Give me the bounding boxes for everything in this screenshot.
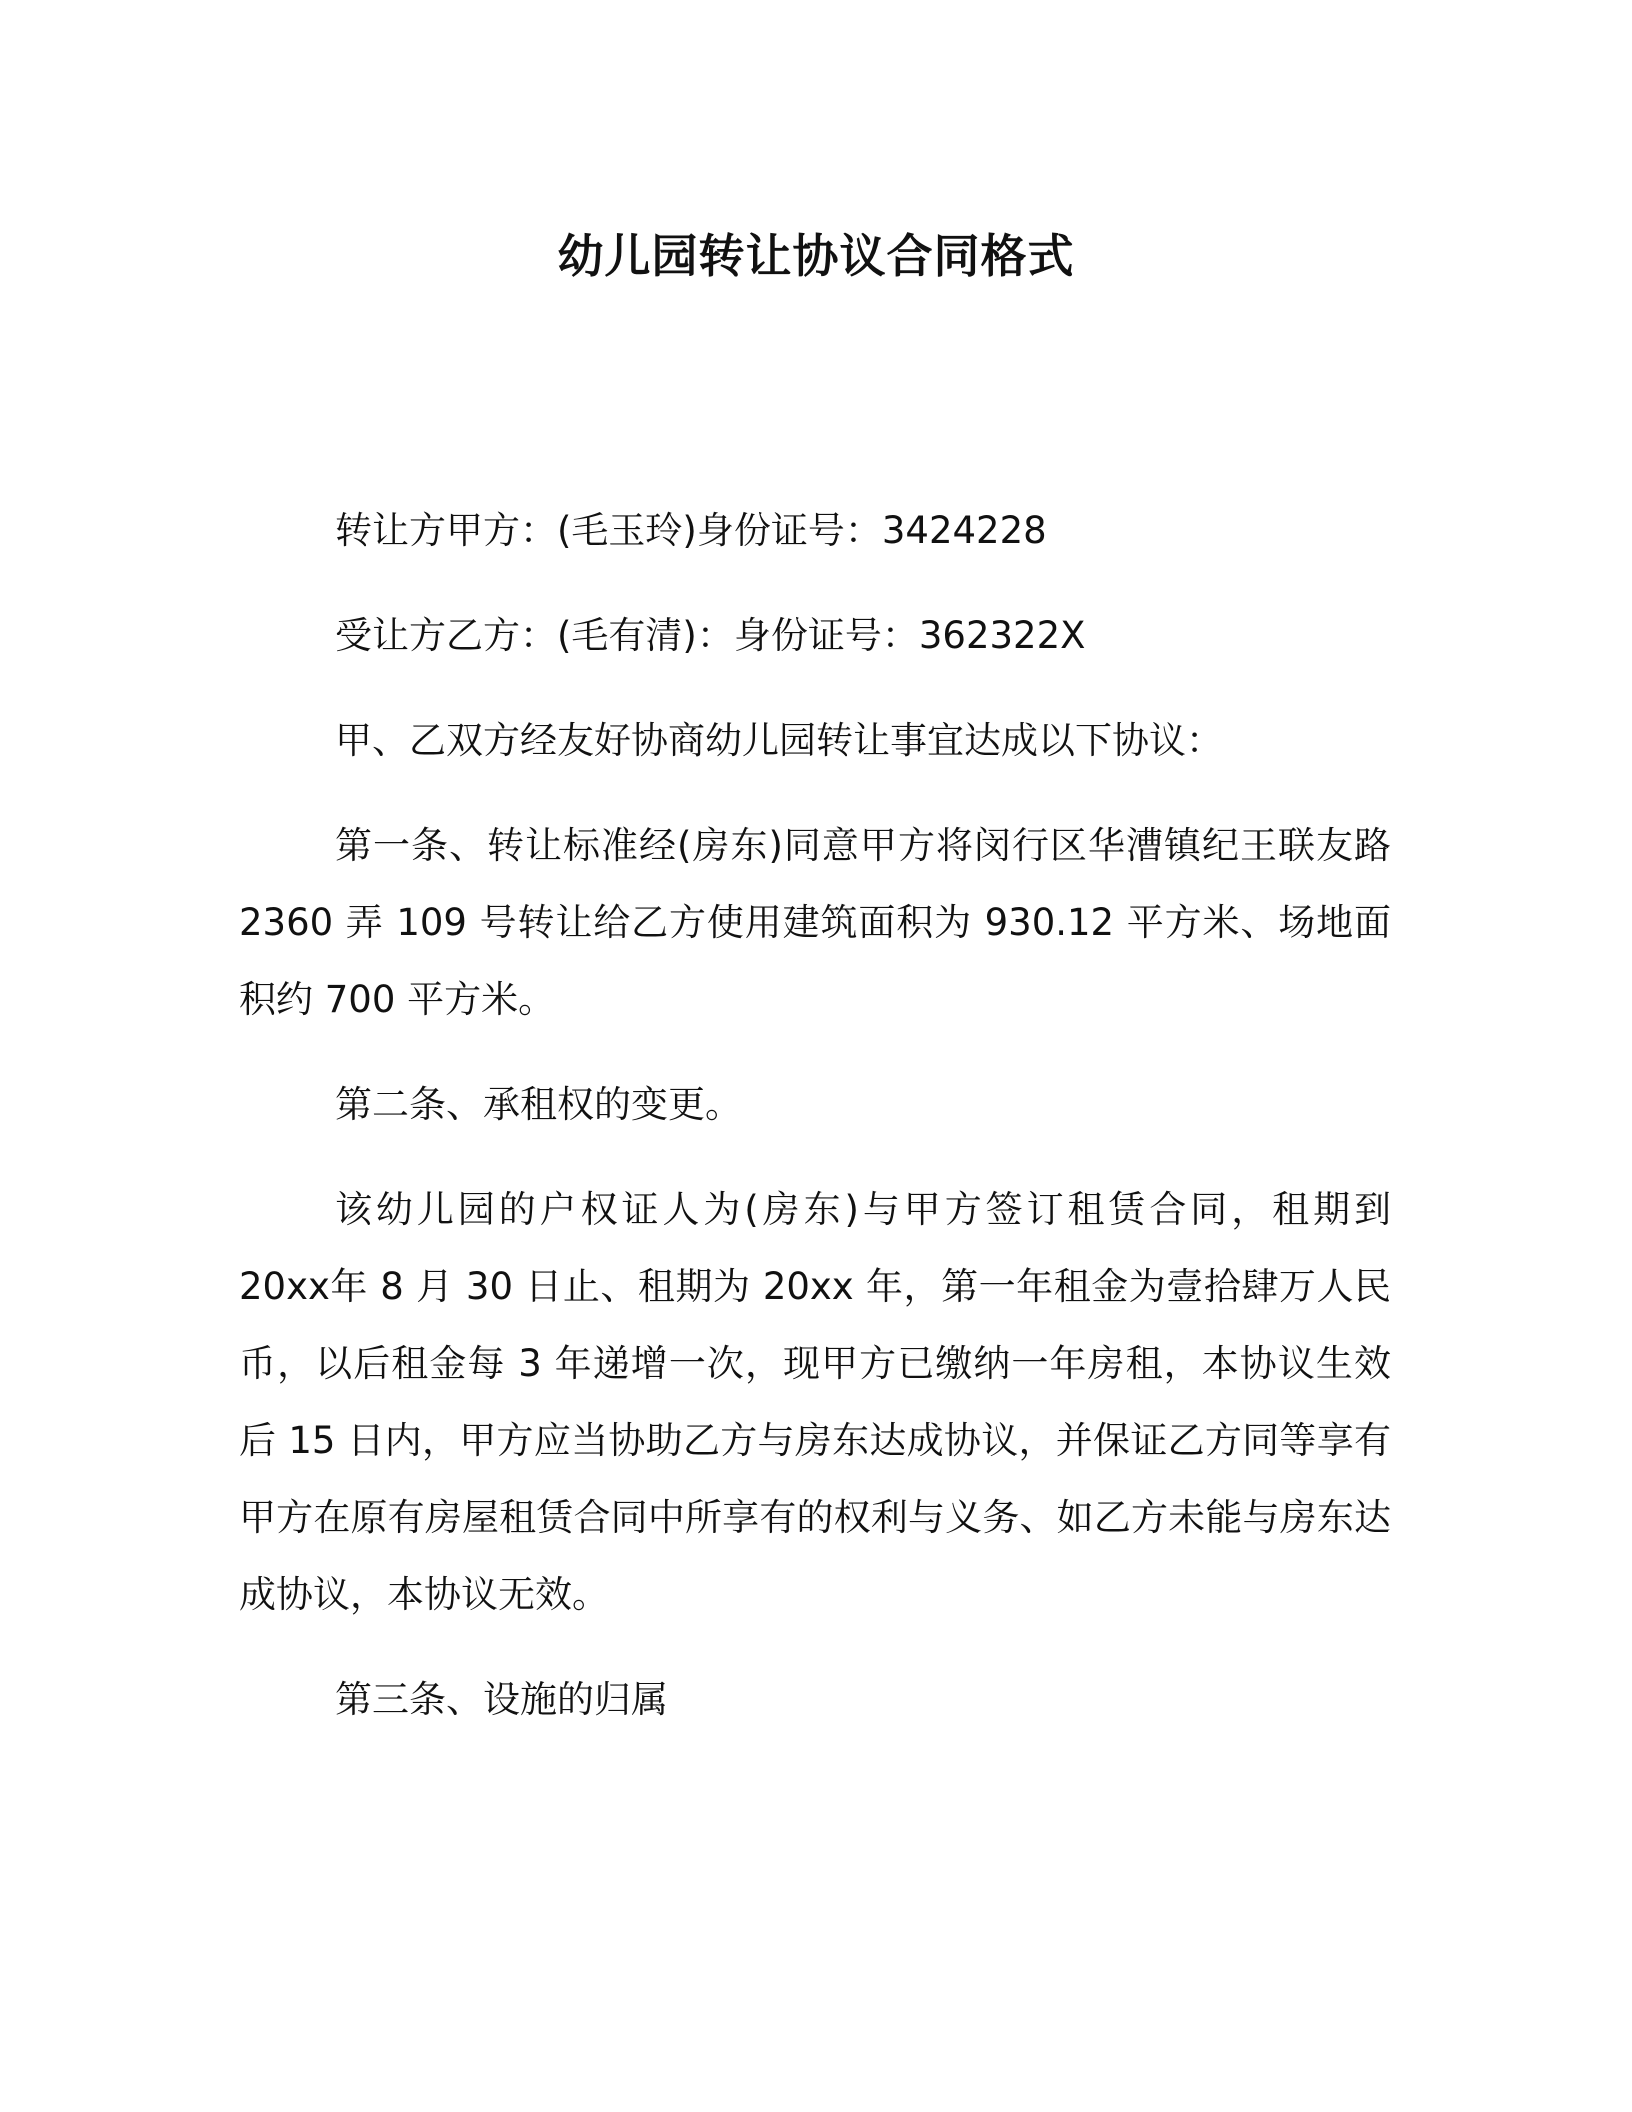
document-body (239, 492, 1391, 1766)
article-3-heading: 第三条、设施的归属 (335, 1678, 668, 1721)
document-title: 幼儿园转让协议合同格式 (557, 229, 1075, 283)
article-2-body: 该幼儿园的户权证人为(房东)与甲方签订租赁合同，租期到 20xx年 8 月 30 日止、租期为 20xx 年，第一年租金为壹拾肆万人民币，以后租金每 3 年递增一次，现甲方已缴纳一年房租，本协议生效后 15 日内，甲方应当协助乙方与房东达成协议，并保证乙方同等享有甲方在原有房屋租赁合同中所享有的权利与义务、如乙方未能与房东达成协议，本协议无效。 (239, 1188, 1391, 1616)
article-2-heading: 第二条、承租权的变更。 (335, 1083, 742, 1126)
article-1: 第一条、转让标准经(房东)同意甲方将闵行区华漕镇纪王联友路2360 弄 109 号转让给乙方使用建筑面积为 930.12 平方米、场地面积约 700 平方米。 (239, 824, 1391, 1021)
transferor-line: 转让方甲方：(毛玉玲)身份证号：3424228 (335, 509, 1047, 552)
transferee-line: 受让方乙方：(毛有清)：身份证号：362322X (335, 614, 1086, 657)
agreement-intro: 甲、乙双方经友好协商幼儿园转让事宜达成以下协议： (335, 719, 1223, 762)
